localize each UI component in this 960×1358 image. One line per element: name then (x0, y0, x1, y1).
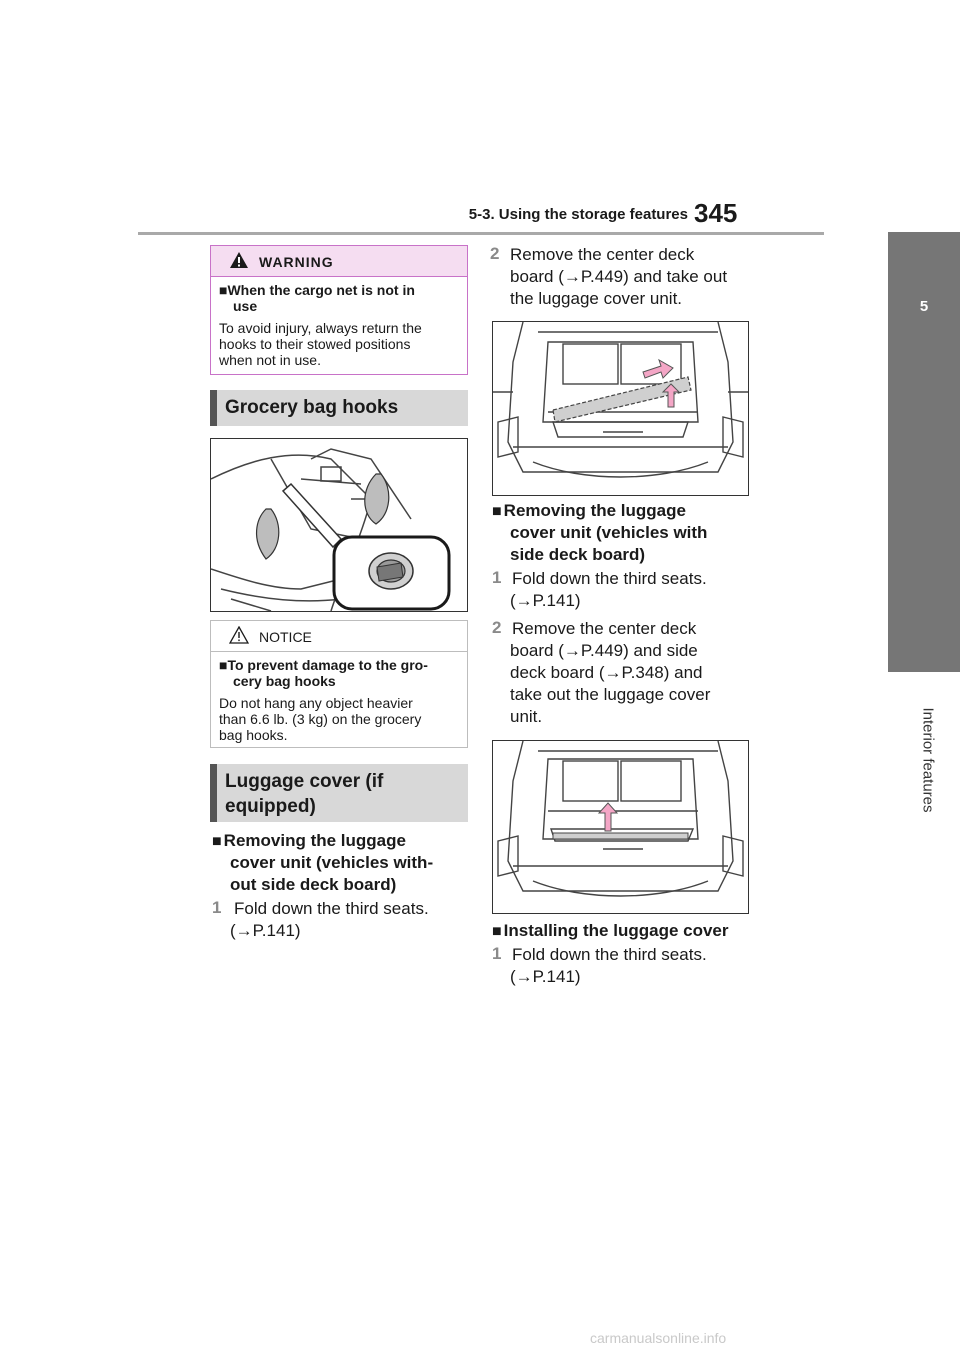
remove-without-heading-1: ■ Removing the luggage (212, 831, 406, 850)
right-step2-number: 2 (490, 244, 500, 263)
notice-title-2: cery bag hooks (233, 673, 336, 689)
warning-header (211, 246, 467, 277)
remove-with-step2-line-4: take out the luggage cover (510, 685, 711, 704)
remove-with-heading-1: ■ Removing the luggage (492, 501, 686, 520)
remove-with-step2-line-3: deck board (→P.348) and (510, 663, 703, 682)
right-step2-line-2: board (→P.449) and take out (510, 267, 728, 286)
cargo-illustration-1 (493, 322, 748, 495)
notice-body-2: than 6.6 lb. (3 kg) on the grocery (219, 711, 422, 727)
notice-body-3: bag hooks. (219, 727, 288, 743)
watermark: carmanualsonline.info (590, 1330, 727, 1346)
caution-icon (229, 626, 249, 644)
remove-without-step1-number: 1 (212, 898, 222, 917)
remove-without-heading-3: out side deck board) (230, 875, 397, 894)
remove-with-step1-line-1: Fold down the third seats. (512, 569, 707, 588)
remove-with-step1-number: 1 (492, 568, 502, 587)
remove-with-heading-2: cover unit (vehicles with (510, 523, 708, 542)
luggage-heading-line-1: Luggage cover (if (225, 771, 384, 792)
square-bullet-icon: ■ (492, 503, 502, 520)
remove-with-step2-line-1: Remove the center deck (512, 619, 697, 638)
remove-with-step2-line-5: unit. (510, 707, 543, 726)
luggage-heading-line-2: equipped) (225, 796, 316, 817)
warning-label: WARNING (259, 254, 334, 270)
install-heading: ■ Installing the luggage cover (492, 921, 729, 940)
square-bullet-icon: ■ (492, 923, 502, 940)
warning-body-3: when not in use. (219, 352, 321, 368)
cargo-figure-1 (492, 321, 749, 496)
warning-icon (229, 251, 249, 269)
notice-box (210, 620, 468, 748)
square-bullet-icon: ■ (212, 833, 222, 850)
chapter-label: Interior features (919, 707, 937, 813)
warning-body-2: hooks to their stowed positions (219, 336, 411, 352)
warning-box (210, 245, 468, 375)
notice-body-1: Do not hang any object heavier (219, 695, 413, 711)
remove-with-heading-3: side deck board) (510, 545, 646, 564)
warning-title-1: ■When the cargo net is not in (219, 282, 415, 298)
notice-title-1: ■To prevent damage to the gro- (219, 657, 428, 673)
remove-without-step1-line-1: Fold down the third seats. (234, 899, 429, 918)
right-step2-line-3: the luggage cover unit. (510, 289, 683, 308)
install-step1-line-2: (→P.141) (510, 967, 581, 986)
remove-without-step1-line-2: (→P.141) (230, 921, 301, 940)
cargo-illustration-2 (493, 741, 748, 913)
warning-body-1: To avoid injury, always return the (219, 320, 422, 336)
remove-without-heading-2: cover unit (vehicles with- (230, 853, 434, 872)
right-step2-line-1: Remove the center deck (510, 245, 695, 264)
page-number: 345 (694, 198, 738, 228)
grocery-hook-illustration (211, 439, 467, 611)
install-step1-line-1: Fold down the third seats. (512, 945, 707, 964)
notice-label: NOTICE (259, 629, 312, 645)
luggage-cover-heading (210, 764, 468, 822)
grocery-heading: Grocery bag hooks (210, 390, 468, 426)
section-title: 5-3. Using the storage features (468, 206, 688, 223)
grocery-hook-figure (210, 438, 468, 612)
notice-header (211, 621, 467, 652)
header-rule (138, 232, 824, 235)
remove-with-step2-line-2: board (→P.449) and side (510, 641, 698, 660)
chapter-number: 5 (919, 298, 929, 315)
cargo-figure-2 (492, 740, 749, 914)
warning-title-2: use (233, 298, 258, 314)
remove-with-step1-line-2: (→P.141) (510, 591, 581, 610)
remove-with-step2-number: 2 (492, 618, 502, 637)
install-step1-number: 1 (492, 944, 502, 963)
